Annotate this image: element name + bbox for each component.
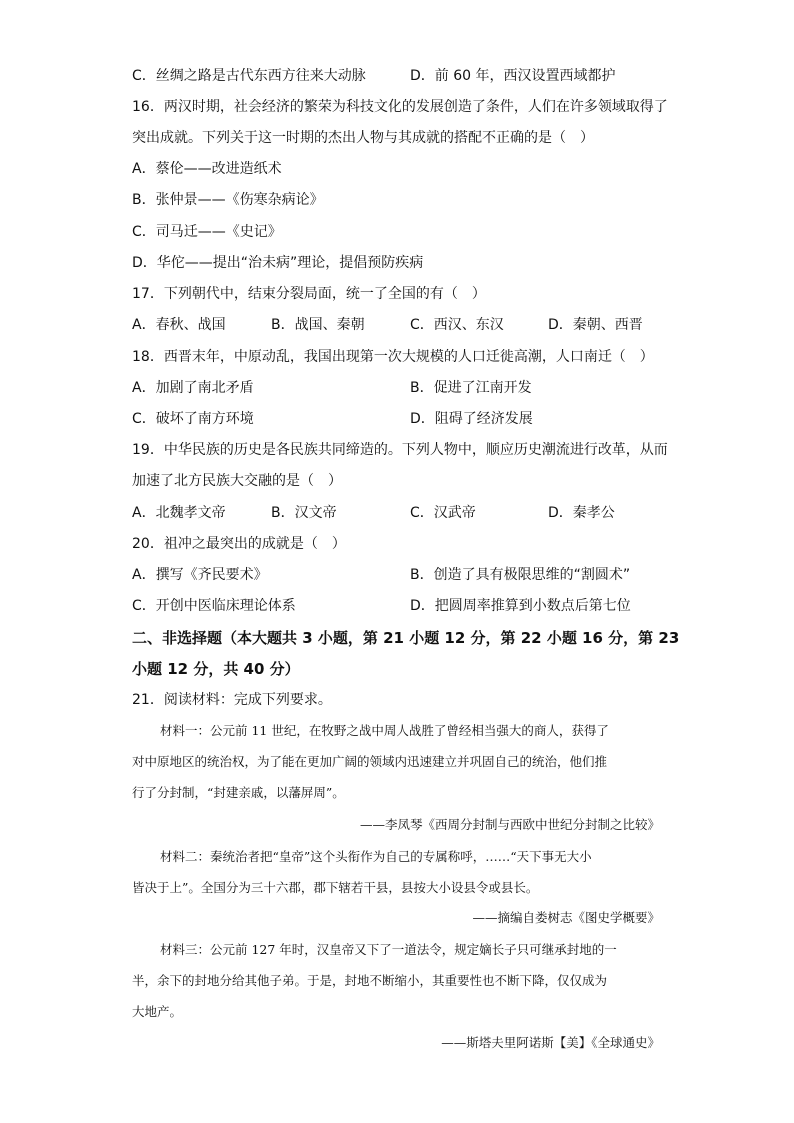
q20-option-b: B．创造了具有极限思维的“割圆术” bbox=[410, 567, 631, 583]
material-1-source: ——李凤琴《西周分封制与西欧中世纪分封制之比较》 bbox=[359, 817, 660, 832]
q15-option-c: C．丝绸之路是古代东西方往来大动脉 bbox=[132, 68, 366, 84]
q18-stem: 18．西晋末年，中原动乱，我国出现第一次大规模的人口迁徙高潮，人口南迁（ ） bbox=[132, 349, 654, 365]
q19-stem-line-2: 加速了北方民族大交融的是（ ） bbox=[132, 473, 342, 489]
material-3-line-3: 大地产。 bbox=[132, 1004, 183, 1019]
q19-option-a: A．北魏孝文帝 bbox=[132, 505, 226, 521]
q16-option-c: C．司马迁——《史记》 bbox=[132, 224, 282, 240]
q20-stem: 20．祖冲之最突出的成就是（ ） bbox=[132, 536, 346, 552]
q18-option-c: C．破坏了南方环境 bbox=[132, 411, 254, 427]
section-2-heading-line-2: 小题 12 分，共 40 分） bbox=[132, 660, 300, 678]
material-2-line-1: 材料二：秦统治者把“皇帝”这个头衔作为自己的专属称呼，……“天下事无大小 bbox=[160, 849, 592, 864]
q16-stem-line-1: 16．两汉时期，社会经济的繁荣为科技文化的发展创造了条件，人们在许多领域取得了 bbox=[132, 99, 668, 115]
q19-stem-line-1: 19．中华民族的历史是各民族共同缔造的。下列人物中，顺应历史潮流进行改革，从而 bbox=[132, 442, 668, 458]
material-1-line-2: 对中原地区的统治权，为了能在更加广阔的领域内迅速建立并巩固自己的统治，他们推 bbox=[132, 754, 608, 769]
q19-option-c: C．汉武帝 bbox=[410, 505, 476, 521]
q16-stem-line-2: 突出成就。下列关于这一时期的杰出人物与其成就的搭配不正确的是（ ） bbox=[132, 130, 594, 146]
q19-option-d: D．秦孝公 bbox=[548, 505, 615, 521]
section-2-heading-line-1: 二、非选择题（本大题共 3 小题，第 21 小题 12 分，第 22 小题 16 分，第 23 bbox=[132, 629, 680, 647]
q17-option-d: D．秦朝、西晋 bbox=[548, 317, 643, 333]
material-2-line-2: 皆决于上”。全国分为三十六郡，郡下辖若干县，县按大小设县令或县长。 bbox=[132, 880, 539, 895]
material-1-line-3: 行了分封制，“封建亲戚，以藩屏周”。 bbox=[132, 785, 345, 800]
material-2-source: ——摘编自娄树志《图史学概要》 bbox=[472, 910, 660, 925]
q20-option-c: C．开创中医临床理论体系 bbox=[132, 598, 296, 614]
q18-option-d: D．阻碍了经济发展 bbox=[410, 411, 533, 427]
q15-option-d: D．前 60 年，西汉设置西域都护 bbox=[410, 68, 616, 84]
q17-stem: 17．下列朝代中，结束分裂局面，统一了全国的有（ ） bbox=[132, 286, 486, 302]
q16-option-b: B．张仲景——《伤寒杂病论》 bbox=[132, 192, 324, 208]
q18-option-a: A．加剧了南北矛盾 bbox=[132, 380, 254, 396]
q20-option-d: D．把圆周率推算到小数点后第七位 bbox=[410, 598, 631, 614]
material-1-line-1: 材料一：公元前 11 世纪，在牧野之战中周人战胜了曾经相当强大的商人，获得了 bbox=[160, 723, 609, 738]
q16-option-d: D．华佗——提出“治未病”理论，提倡预防疾病 bbox=[132, 255, 424, 271]
q17-option-a: A．春秋、战国 bbox=[132, 317, 226, 333]
material-3-line-1: 材料三：公元前 127 年时，汉皇帝又下了一道法令，规定嫡长子只可继承封地的一 bbox=[160, 942, 617, 957]
q19-option-b: B．汉文帝 bbox=[271, 505, 337, 521]
q17-option-c: C．西汉、东汉 bbox=[410, 317, 504, 333]
q20-option-a: A．撰写《齐民要术》 bbox=[132, 567, 268, 583]
q16-option-a: A．蔡伦——改进造纸术 bbox=[132, 161, 282, 177]
material-3-source: ——斯塔夫里阿诺斯【美】《全球通史》 bbox=[441, 1035, 660, 1050]
q17-option-b: B．战国、秦朝 bbox=[271, 317, 365, 333]
q21-stem: 21．阅读材料：完成下列要求。 bbox=[132, 692, 332, 708]
material-3-line-2: 半，余下的封地分给其他子弟。于是，封地不断缩小，其重要性也不断下降，仅仅成为 bbox=[132, 973, 608, 988]
q18-option-b: B．促进了江南开发 bbox=[410, 380, 532, 396]
